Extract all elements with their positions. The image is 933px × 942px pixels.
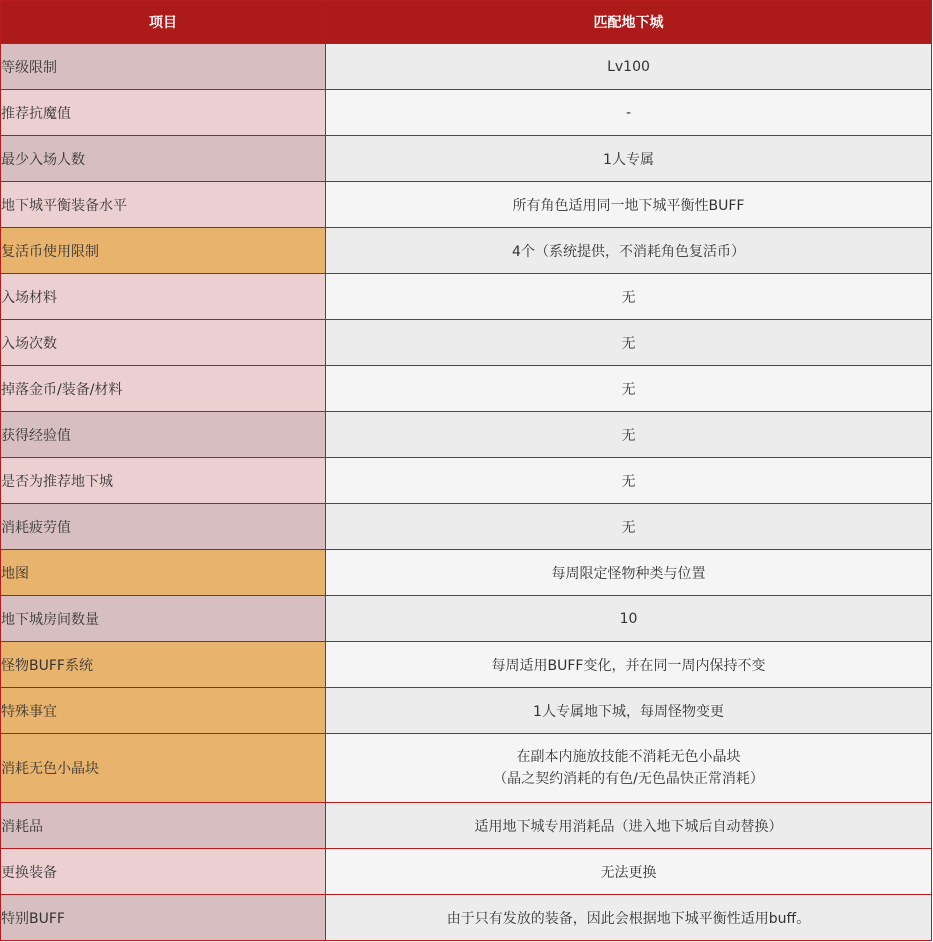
row-value-line-2: （晶之契约消耗的有色/无色晶快正常消耗）: [493, 771, 764, 787]
row-label: 地图: [1, 550, 326, 596]
row-value: 每周限定怪物种类与位置: [326, 550, 932, 596]
table-row: [1, 688, 932, 734]
row-label: 更换装备: [1, 849, 326, 895]
table-row: [1, 550, 932, 596]
table-header-row: [1, 1, 932, 44]
table-row: [1, 849, 932, 895]
row-label: 地下城平衡装备水平: [1, 182, 326, 228]
row-value: 由于只有发放的装备，因此会根据地下城平衡性适用buff。: [326, 895, 932, 941]
row-label: 获得经验值: [1, 412, 326, 458]
row-label: 最少入场人数: [1, 136, 326, 182]
row-value: 适用地下城专用消耗品（进入地下城后自动替换）: [326, 803, 932, 849]
row-value: -: [326, 90, 932, 136]
header-dungeon: 匹配地下城: [326, 1, 932, 44]
row-value: 无: [326, 320, 932, 366]
table-row: [1, 803, 932, 849]
row-label: 推荐抗魔值: [1, 90, 326, 136]
table-row: [1, 458, 932, 504]
row-label: 入场次数: [1, 320, 326, 366]
row-label: 怪物BUFF系统: [1, 642, 326, 688]
row-label: 消耗疲劳值: [1, 504, 326, 550]
row-label: 复活币使用限制: [1, 228, 326, 274]
row-label: 是否为推荐地下城: [1, 458, 326, 504]
row-value: 1人专属地下城，每周怪物变更: [326, 688, 932, 734]
row-value: 4个（系统提供，不消耗角色复活币）: [326, 228, 932, 274]
row-label: 消耗无色小晶块: [1, 734, 326, 803]
table-row: [1, 44, 932, 90]
row-value: 无: [326, 412, 932, 458]
table-row: [1, 596, 932, 642]
row-value-line-1: 在副本内施放技能不消耗无色小晶块: [516, 749, 741, 765]
table-row: [1, 228, 932, 274]
row-value: 每周适用BUFF变化，并在同一周内保持不变: [326, 642, 932, 688]
table-row: [1, 504, 932, 550]
row-value: 1人专属: [326, 136, 932, 182]
row-value: 10: [326, 596, 932, 642]
row-label: 掉落金币/装备/材料: [1, 366, 326, 412]
row-value: [326, 734, 932, 803]
row-value: 无: [326, 458, 932, 504]
row-label: 等级限制: [1, 44, 326, 90]
header-item: 项目: [1, 1, 326, 44]
table-row: [1, 366, 932, 412]
table-row: [1, 274, 932, 320]
row-label: 消耗品: [1, 803, 326, 849]
table-row: [1, 182, 932, 228]
table-row: [1, 320, 932, 366]
row-label: 入场材料: [1, 274, 326, 320]
row-value: 无: [326, 366, 932, 412]
row-value: 无: [326, 274, 932, 320]
row-value: 无: [326, 504, 932, 550]
table-row: [1, 90, 932, 136]
row-value: Lv100: [326, 44, 932, 90]
table-row: [1, 734, 932, 803]
row-value: 无法更换: [326, 849, 932, 895]
row-label: 特殊事宜: [1, 688, 326, 734]
table-row: [1, 895, 932, 941]
row-value: 所有角色适用同一地下城平衡性BUFF: [326, 182, 932, 228]
row-label: 地下城房间数量: [1, 596, 326, 642]
table-row: [1, 412, 932, 458]
table-row: [1, 136, 932, 182]
row-label: 特别BUFF: [1, 895, 326, 941]
table-row: [1, 642, 932, 688]
